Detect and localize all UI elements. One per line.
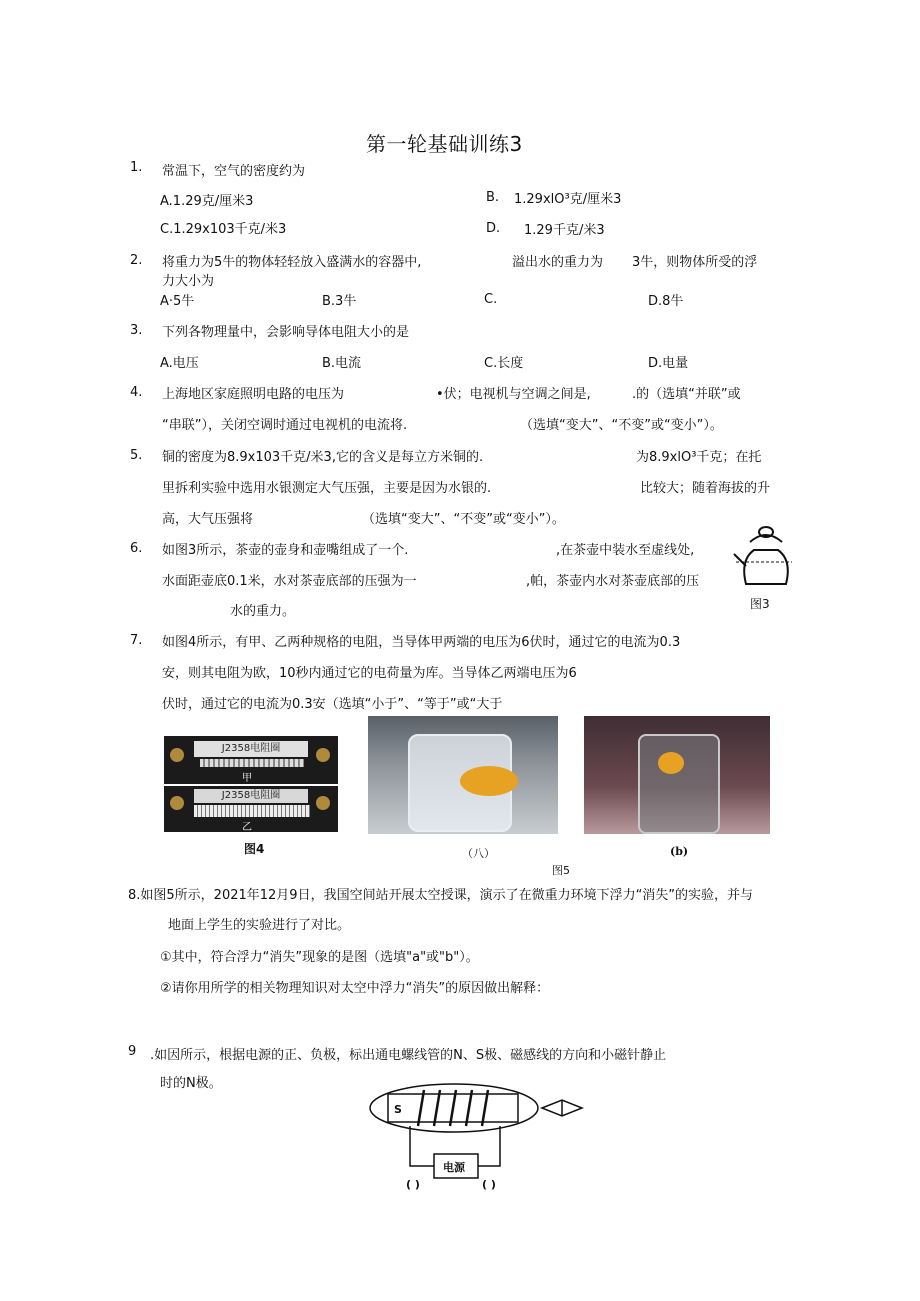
q2-stem-part4: 力大小为 — [162, 274, 215, 289]
q8-line2: 地面上学生的实验进行了对比。 — [168, 918, 351, 933]
teapot-spout — [734, 554, 746, 566]
terminal-icon — [316, 748, 330, 762]
q1-option-c: C.1.29x103千克/米3 — [160, 222, 287, 237]
resistor-label: J2358电阻圈 — [194, 789, 308, 803]
q1-number: 1. — [130, 160, 143, 175]
q2-stem-part3: 3牛，则物体所受的浮 — [632, 255, 758, 270]
terminal-icon — [316, 796, 330, 810]
space-experiment-photo — [368, 716, 558, 834]
q5-line2-part2: 比较大；随着海拔的升 — [640, 481, 771, 496]
resistor-photo-yi — [164, 786, 338, 832]
q1-option-d-label: D. — [486, 221, 501, 236]
resistor-label: J2358电阻圈 — [194, 741, 308, 757]
q5-line3-part2: （选填“变大”、“不变”或“变小”）。 — [362, 512, 565, 527]
q6-line1-part1: 如图3所示，茶壶的壶身和壶嘴组成了一个. — [162, 543, 409, 558]
q5-line3-part1: 高，大气压强将 — [162, 512, 254, 527]
q3-option-a: A.电压 — [160, 356, 199, 371]
wire-right — [478, 1126, 500, 1166]
solenoid-circuit-diagram — [366, 1080, 590, 1192]
q4-line1-part2: •伏；电视机与空调之间是, — [436, 387, 591, 402]
q8-line3: ①其中，符合浮力“消失”现象的是图（选填"a"或"b"）。 — [160, 950, 479, 965]
q2-stem-part2: 溢出水的重力为 — [512, 255, 604, 270]
q2-stem-part1: 将重力为5牛的物体轻轻放入盛满水的容器中, — [162, 255, 422, 270]
figure5b-caption: (b) — [670, 845, 689, 858]
q6-number: 6. — [130, 541, 143, 556]
q9-line1: .如因所示，根据电源的正、负极，标出通电螺线管的N、S极、磁感线的方向和小磁针静止 — [150, 1048, 667, 1063]
terminal-icon — [170, 796, 184, 810]
terminal-icon — [170, 748, 184, 762]
figure5-caption: 图5 — [552, 864, 570, 877]
q6-line2-part1: 水面距壶底0.1米，水对茶壶底部的压强为一 — [162, 574, 417, 589]
q1-option-b-label: B. — [486, 190, 500, 205]
ball-shape — [658, 752, 684, 774]
q5-line2-part1: 里拆利实验中选用水银测定大气压强，主要是因为水银的. — [162, 481, 492, 496]
q6-line2-part2: ,帕，茶壶内水对茶壶底部的压 — [526, 574, 700, 589]
q7-line3: 伏时，通过它的电流为0.3安（选填“小于”、“等于”或“大于 — [162, 697, 503, 712]
solenoid-s-label: S — [394, 1103, 402, 1116]
glass-jar — [638, 734, 720, 834]
q8-line4: ②请你用所学的相关物理知识对太空中浮力“消失”的原因做出解释： — [160, 981, 550, 996]
q2-option-c: C. — [484, 292, 498, 307]
q3-number: 3. — [130, 323, 143, 338]
wire-left — [410, 1126, 434, 1166]
q7-number: 7. — [130, 633, 143, 648]
q4-line1-part3: .的（选填“并联”或 — [632, 387, 741, 402]
q9-number: 9 — [128, 1044, 137, 1059]
figure5a-caption: （八） — [462, 847, 495, 860]
q3-option-b: B.电流 — [322, 356, 362, 371]
q5-line1-part1: 铜的密度为8.9x103千克/米3,它的含义是每立方米铜的. — [162, 450, 484, 465]
teapot-figure — [732, 520, 800, 612]
q4-line1-part1: 上海地区家庭照明电路的电压为 — [162, 387, 345, 402]
page-title: 第一轮基础训练3 — [366, 132, 523, 156]
ball-shape — [460, 766, 518, 796]
q2-number: 2. — [130, 253, 143, 268]
q2-option-a: A·5牛 — [160, 294, 195, 309]
q3-option-d: D.电量 — [648, 356, 689, 371]
q4-line2-part1: “串联”），关闭空调时通过电视机的电流将. — [162, 418, 408, 433]
figure4-caption: 图4 — [244, 842, 265, 856]
q3-option-c: C.长度 — [484, 356, 524, 371]
q3-stem: 下列各物理量中，会影响导体电阻大小的是 — [162, 325, 410, 340]
q1-stem: 常温下，空气的密度约为 — [162, 164, 306, 179]
left-terminal-blank: ( ) — [406, 1178, 420, 1191]
q8-line1: 8.如图5所示，2021年12月9日，我国空间站开展太空授课，演示了在微重力环境下浮力“消失”的实验，并与 — [128, 888, 754, 903]
q2-option-d: D.8牛 — [648, 294, 684, 309]
q4-number: 4. — [130, 385, 143, 400]
teapot-body — [744, 550, 788, 584]
q5-line1-part2: 为8.9xlO³千克；在托 — [636, 450, 762, 465]
resistor-coil — [194, 805, 310, 817]
resistor-tag: 甲 — [242, 773, 252, 784]
q6-line3: 水的重力。 — [230, 604, 296, 619]
q4-line2-part2: （选填“变大”、“不变”或“变小”）。 — [520, 418, 723, 433]
q1-option-a: A.1.29克/厘米3 — [160, 194, 254, 209]
q6-line1-part2: ,在茶壶中装水至虚线处, — [556, 543, 695, 558]
resistor-photo-jia — [164, 736, 338, 784]
resistor-coil — [200, 759, 304, 767]
teapot-caption: 图3 — [750, 597, 770, 611]
q5-number: 5. — [130, 448, 143, 463]
ground-experiment-photo — [584, 716, 770, 834]
q1-option-d: 1.29千克/米3 — [524, 223, 605, 238]
q7-line1: 如图4所示，有甲、乙两种规格的电阻，当导体甲两端的电压为6伏时，通过它的电流为0.3 — [162, 635, 681, 650]
q1-option-b: 1.29xlO³克/厘米3 — [514, 192, 622, 207]
power-source-label: 电源 — [443, 1161, 465, 1174]
right-terminal-blank: ( ) — [482, 1178, 496, 1191]
q2-option-b: B.3牛 — [322, 294, 357, 309]
resistor-tag: 乙 — [242, 822, 252, 833]
q7-line2: 安，则其电阻为欧，10秒内通过它的电荷量为库。当导体乙两端电压为6 — [162, 666, 577, 681]
q9-line2: 时的N极。 — [160, 1076, 222, 1091]
